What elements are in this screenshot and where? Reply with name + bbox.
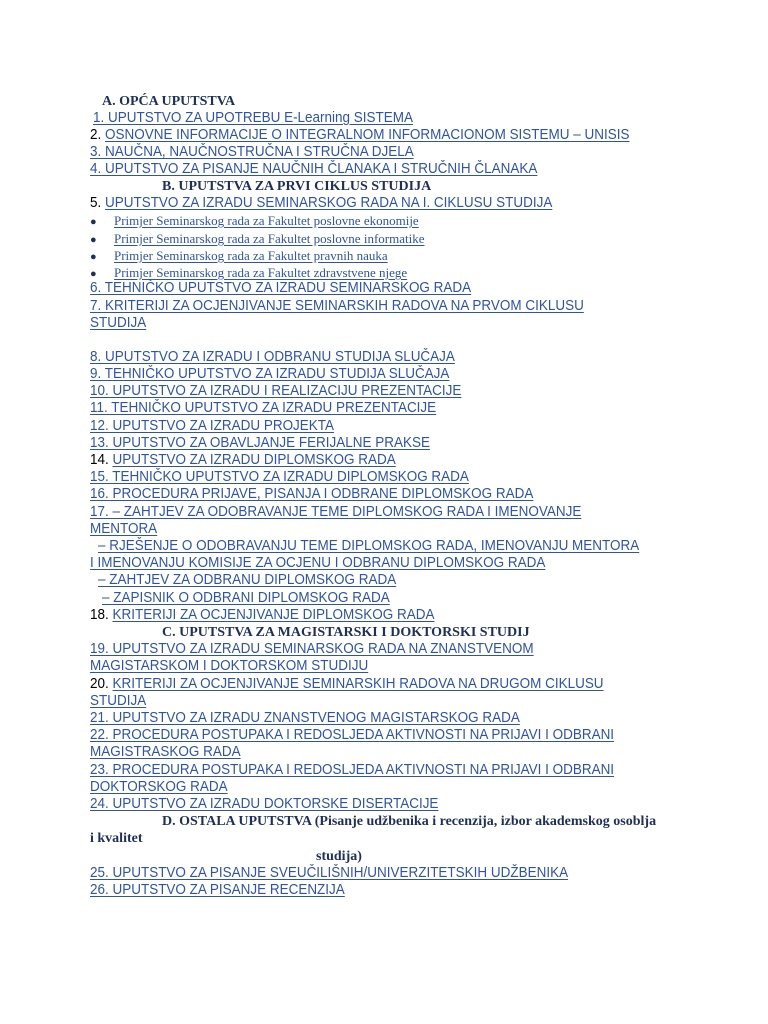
list-item-continuation (90, 693, 146, 710)
link-item-7-cont[interactable]: STUDIJA (90, 315, 147, 331)
list-item (90, 504, 581, 521)
list-item (90, 676, 604, 693)
section-heading-b: B. UPUTSTVA ZA PRVI CIKLUS STUDIJA (162, 179, 432, 194)
link-item-12[interactable]: 12. UPUTSTVO ZA IZRADU PROJEKTA (90, 418, 335, 434)
item-number: 2. (90, 127, 102, 143)
list-item (90, 865, 568, 882)
link-item-24[interactable]: 24. UPUTSTVO ZA IZRADU DOKTORSKE DISERTACIJE (90, 796, 439, 812)
list-item (90, 469, 469, 486)
link-item-17-defense-record[interactable]: – ZAPISNIK O ODBRANI DIPLOMSKOG RADA (102, 590, 390, 606)
list-item-continuation (90, 744, 241, 761)
list-item (98, 572, 396, 589)
link-item-26[interactable]: 26. UPUTSTVO ZA PISANJE RECENZIJA (90, 882, 345, 898)
list-item (90, 349, 455, 366)
list-item (90, 366, 449, 383)
link-item-17-request-cont[interactable]: MENTORA (90, 521, 158, 537)
link-seminar-example-economics[interactable]: Primjer Seminarskog rada za Fakultet poslovne ekonomije (114, 213, 419, 228)
list-item-continuation (90, 779, 228, 796)
link-item-15[interactable]: 15. TEHNIČKO UPUTSTVO ZA IZRADU DIPLOMSKOG RADA (90, 469, 469, 485)
link-item-23-cont[interactable]: DOKTORSKOG RADA (90, 779, 228, 795)
item-number: 5. (90, 195, 102, 211)
link-item-20-cont[interactable]: STUDIJA (90, 693, 147, 709)
list-item (102, 590, 390, 607)
list-item-continuation (90, 555, 545, 572)
item-number: 14. (90, 452, 109, 468)
section-heading-d-title: D. OSTALA UPUTSTVA (162, 814, 312, 829)
link-item-17-request[interactable]: 17. – ZAHTJEV ZA ODOBRAVANJE TEME DIPLOMSKOG RADA I IMENOVANJE (90, 504, 582, 520)
list-item (90, 796, 438, 813)
list-item (90, 607, 434, 624)
bullet-item (90, 212, 419, 231)
list-item (93, 110, 413, 127)
list-item (90, 383, 461, 400)
section-heading-a: A. OPĆA UPUTSTVA (102, 94, 236, 109)
list-item-continuation (90, 315, 146, 332)
section-heading-d-continuation: studija) (316, 849, 362, 864)
link-item-18[interactable]: KRITERIJI ZA OCJENJIVANJE DIPLOMSKOG RADA (112, 607, 435, 623)
link-item-17-defense-request[interactable]: – ZAHTJEV ZA ODBRANU DIPLOMSKOG RADA (98, 572, 397, 588)
list-item (90, 727, 614, 744)
link-item-16[interactable]: 16. PROCEDURA PRIJAVE, PISANJA I ODBRANE DIPLOMSKOG RADA (90, 486, 534, 502)
list-item (90, 452, 396, 469)
list-item (90, 144, 414, 161)
list-item (90, 161, 537, 178)
link-item-9[interactable]: 9. TEHNIČKO UPUTSTVO ZA IZRADU STUDIJA SLUČAJA (90, 366, 450, 382)
link-item-2[interactable]: OSNOVNE INFORMACIJE O INTEGRALNOM INFORMACIONOM SISTEMU – UNISIS (104, 127, 630, 143)
link-item-20[interactable]: KRITERIJI ZA OCJENJIVANJE SEMINARSKIH RADOVA NA DRUGOM CIKLUSU (112, 676, 604, 692)
link-item-21[interactable]: 21. UPUTSTVO ZA IZRADU ZNANSTVENOG MAGISTARSKOG RADA (90, 710, 520, 726)
bullet-icon: ● (90, 251, 97, 263)
list-item (90, 882, 345, 899)
link-item-22[interactable]: 22. PROCEDURA POSTUPAKA I REDOSLJEDA AKTIVNOSTI NA PRIJAVI I ODBRANI (90, 727, 615, 743)
section-heading-d (162, 813, 656, 830)
link-item-14[interactable]: UPUTSTVO ZA IZRADU DIPLOMSKOG RADA (112, 452, 396, 468)
list-item-continuation (90, 658, 368, 675)
list-item (90, 280, 471, 297)
link-seminar-example-informatics[interactable]: Primjer Seminarskog rada za Fakultet poslovne informatike (114, 231, 425, 246)
list-item-continuation (90, 521, 157, 538)
list-item (98, 538, 639, 555)
list-item (90, 641, 534, 658)
section-heading-d-continuation: i kvalitet (90, 831, 143, 846)
link-item-19-cont[interactable]: MAGISTARSKOM I DOKTORSKOM STUDIJU (90, 658, 369, 674)
link-item-13[interactable]: 13. UPUTSTVO ZA OBAVLJANJE FERIJALNE PRAKSE (90, 435, 430, 451)
list-item (90, 298, 584, 315)
link-item-8[interactable]: 8. UPUTSTVO ZA IZRADU I ODBRANU STUDIJA SLUČAJA (90, 349, 455, 365)
link-item-1[interactable]: 1. UPUTSTVO ZA UPOTREBU E-Learning SISTEMA (93, 110, 413, 126)
link-item-22-cont[interactable]: MAGISTRASKOG RADA (90, 744, 241, 760)
link-seminar-example-nursing[interactable]: Primjer Seminarskog rada za Fakultet zdravstvene njege (114, 265, 408, 280)
link-item-17-decision-cont[interactable]: I IMENOVANJU KOMISIJE ZA OCJENU I ODBRANU DIPLOMSKOG RADA (90, 555, 546, 571)
link-seminar-example-law[interactable]: Primjer Seminarskog rada za Fakultet pravnih nauka (114, 248, 388, 263)
link-item-6[interactable]: 6. TEHNIČKO UPUTSTVO ZA IZRADU SEMINARSKOG RADA (90, 280, 472, 296)
link-item-11[interactable]: 11. TEHNIČKO UPUTSTVO ZA IZRADU PREZENTACIJE (90, 400, 437, 416)
bullet-icon: ● (90, 216, 97, 228)
link-item-3[interactable]: 3. NAUČNA, NAUČNOSTRUČNA I STRUČNA DJELA (90, 144, 414, 160)
bullet-icon: ● (90, 234, 97, 246)
link-item-7[interactable]: 7. KRITERIJI ZA OCJENJIVANJE SEMINARSKIH RADOVA NA PRVOM CIKLUSU (90, 298, 584, 314)
link-item-5[interactable]: UPUTSTVO ZA IZRADU SEMINARSKOG RADA NA I. CIKLUSU STUDIJA (104, 195, 553, 211)
link-item-4[interactable]: 4. UPUTSTVO ZA PISANJE NAUČNIH ČLANAKA I STRUČNIH ČLANAKA (90, 161, 538, 177)
link-item-23[interactable]: 23. PROCEDURA POSTUPAKA I REDOSLJEDA AKTIVNOSTI NA PRIJAVI I ODBRANI (90, 762, 615, 778)
link-item-17-decision[interactable]: – RJEŠENJE O ODOBRAVANJU TEME DIPLOMSKOG RADA, IMENOVANJU MENTORA (98, 538, 640, 554)
list-item (90, 435, 430, 452)
section-heading-d-description: (Pisanje udžbenika i recenzija, izbor akademskog osoblja (314, 814, 657, 829)
list-item (90, 762, 614, 779)
list-item (90, 127, 629, 144)
link-item-19[interactable]: 19. UPUTSTVO ZA IZRADU SEMINARSKOG RADA NA ZNANSTVENOM (90, 641, 534, 657)
list-item (90, 400, 436, 417)
list-item (90, 486, 533, 503)
section-heading-c: C. UPUTSTVA ZA MAGISTARSKI I DOKTORSKI STUDIJ (162, 625, 530, 640)
link-item-10[interactable]: 10. UPUTSTVO ZA IZRADU I REALIZACIJU PREZENTACIJE (90, 383, 462, 399)
item-number: 20. (90, 676, 109, 692)
item-number: 18. (90, 607, 109, 623)
list-item (90, 195, 552, 212)
list-item (90, 418, 334, 435)
list-item (90, 710, 520, 727)
bullet-icon: ● (90, 268, 97, 280)
link-item-25[interactable]: 25. UPUTSTVO ZA PISANJE SVEUČILIŠNIH/UNIVERZITETSKIH UDŽBENIKA (90, 865, 569, 881)
